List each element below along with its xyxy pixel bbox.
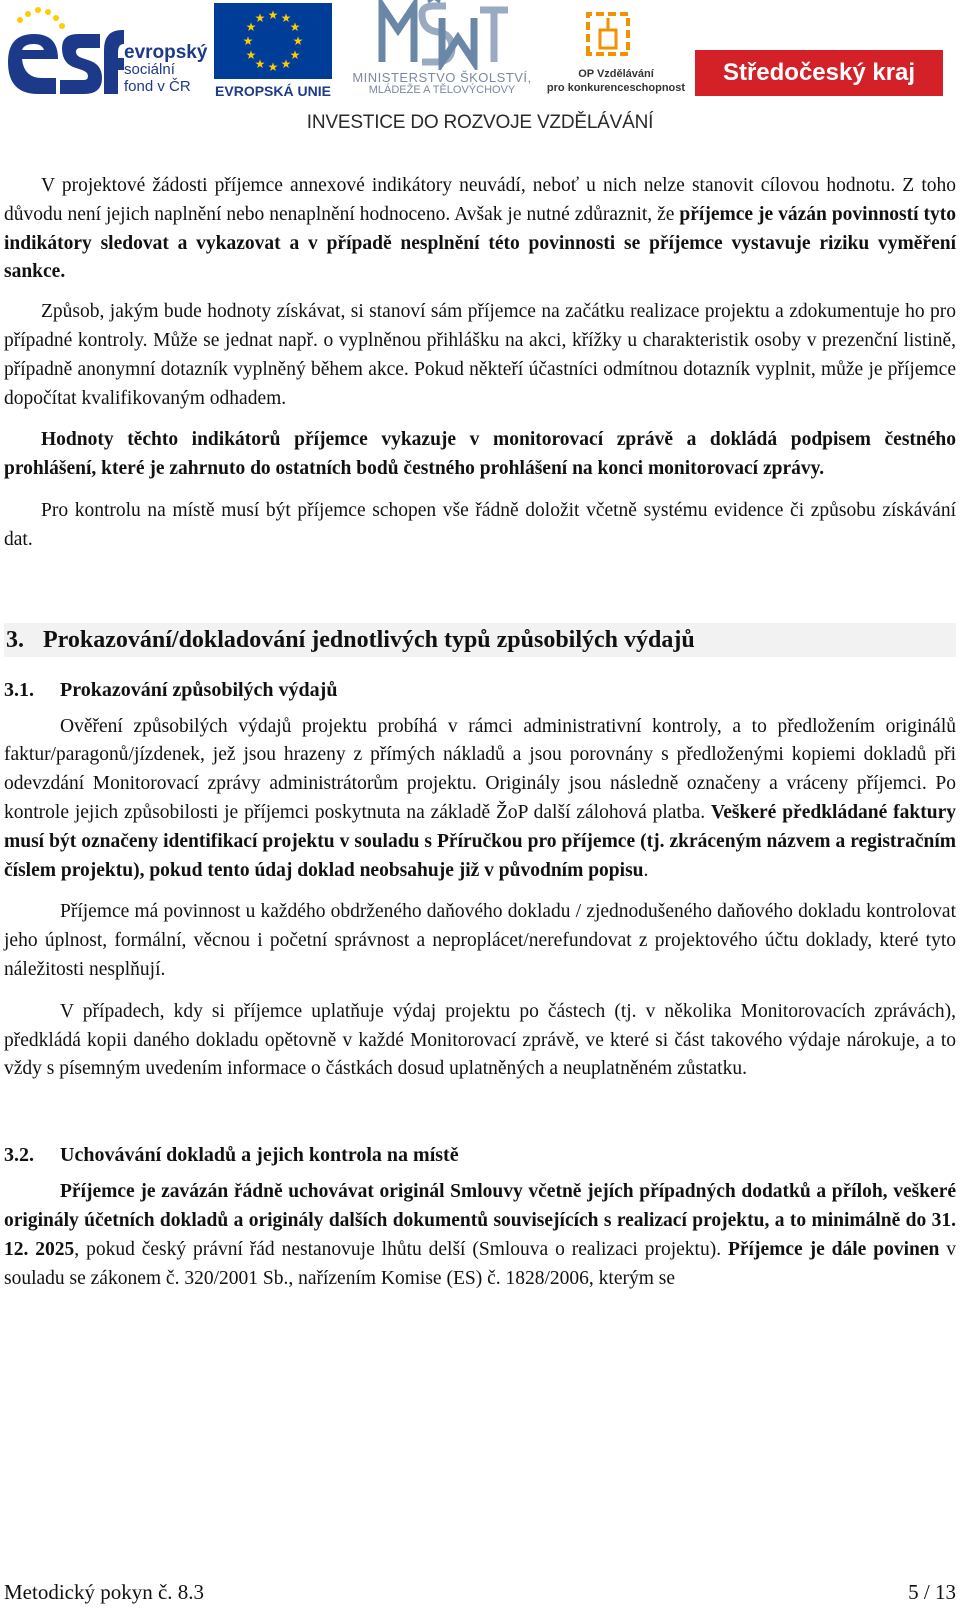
- esf-line2: sociální: [124, 61, 175, 78]
- esf-line1: evropský: [124, 42, 208, 63]
- esf-text: [124, 44, 207, 95]
- paragraph-3-bold: Hodnoty těchto indikátorů příjemce vykazuje v monitorovací zprávě a dokládá podpisem čestného prohlášení, které je zahrnuto do ostatních bodů čestného prohlášení na konci monitorovací zprávy.: [4, 429, 956, 480]
- svg-text:★: ★: [280, 11, 292, 25]
- paragraph-5-end: .: [643, 859, 649, 881]
- kraj-label: Středočeský kraj: [722, 59, 916, 86]
- subsection-number: 3.1.: [4, 678, 34, 701]
- svg-text:★: ★: [267, 60, 279, 74]
- paragraph-5-text: Ověření způsobilých výdajů projektu probíhá v rámci administrativní kontroly, a to předložením originálů faktur/paragonů/jízdenek, jež jsou hrazeny z přímých nákladů a jsou porovnány s předloženými kopiemi dokladů při odevzdání Monitorovací zprávy administrátorům projektu. Originály jsou následně označeny a vráceny příjemci. Po kontrole jejich způsobilosti je příjemci poskytnuta na základě ŽoP další zálohová platba.: [4, 715, 956, 823]
- svg-text:★: ★: [289, 20, 301, 34]
- footer-document-title: Metodický pokyn č. 8.3: [4, 1580, 205, 1604]
- paragraph-8-bold-2: Příjemce je dále povinen: [727, 1238, 940, 1260]
- op-mark-icon: [578, 4, 638, 64]
- header-logos: [0, 0, 960, 140]
- subsection-title: Prokazování způsobilých výdajů: [60, 678, 338, 701]
- paragraph-8-text-2: v souladu se zákonem č. 320/2001 Sb., nařízením Komise (ES) č. 1828/2006, kterým se: [4, 1238, 957, 1289]
- msmt-logo: [342, 0, 542, 100]
- section-number: 3.: [6, 626, 24, 653]
- paragraph-6: Příjemce má povinnost u každého obdrženého daňového dokladu / zjednodušeného daňového dokladu kontrolovat jeho úplnost, formální, věcnou i početní správnost a neproplácet/nerefundovat z projektového účtu doklady, které tyto náležitosti nesplňují.: [4, 901, 956, 980]
- kraj-logo: [695, 50, 943, 96]
- section-heading-3: [4, 623, 956, 657]
- paragraph-2: Způsob, jakým bude hodnoty získávat, si stanoví sám příjemce na začátku realizace projektu a zdokumentuje ho pro případné kontroly. Může se jednat např. o vyplněnou přihlášku na akci, křížky u charakteristik osoby v prezenční listině, případně anonymní dotazník vyplněný během akce. Pokud někteří účastníci odmítnou dotazník vyplnit, může je příjemce dopočítat kvalifikovaným odhadem.: [4, 301, 956, 409]
- msmt-line1: MINISTERSTVO ŠKOLSTVÍ,: [352, 70, 532, 85]
- paragraph-8-text-1: , pokud český právní řád nestanovuje lhůtu delší (Smlouva o realizaci projektu).: [74, 1238, 728, 1260]
- page-number: 5 / 13: [908, 1580, 956, 1604]
- paragraph-8-bold-1: Příjemce je zavázán řádně uchovávat originál Smlouvy včetně jejích případných dodatků a příloh, veškeré originály účetních dokladů a originály dalších dokumentů souvisejících s realizací projektu, a to minimálně do 31. 12. 2025: [4, 1181, 956, 1260]
- paragraph-1-bold: příjemce je vázán povinností tyto indikátory sledovat a vykazovat a v případě nesplnění této povinnosti se příjemce vystavuje riziku vyměření sankce.: [4, 203, 956, 283]
- op-logo: [546, 0, 686, 100]
- eu-label: EVROPSKÁ UNIE: [215, 83, 331, 99]
- subsection-heading-3-1: [4, 675, 956, 705]
- msmt-line2: MLÁDEŽE A TĚLOVÝCHOVY: [368, 84, 516, 96]
- document-body: [4, 172, 956, 1293]
- esf-logo: [4, 4, 208, 96]
- esf-mark-icon: [4, 4, 124, 96]
- paragraph-5-bold: Veškeré předkládané faktury musí být označeny identifikací projektu v souladu s Příručkou pro příjemce (tj. zkráceným názvem a registračním číslem projektu), pokud tento údaj doklad neobsahuje již v původním popisu: [4, 801, 956, 881]
- paragraph-1-text: V projektové žádosti příjemce annexové indikátory neuvádí, neboť u nich nelze stanovit cílovou hodnotu. Z toho důvodu není jejich naplnění nebo nenaplnění hodnoceno. Avšak je nutné zdůraznit, že: [4, 175, 956, 225]
- svg-text:★: ★: [254, 11, 266, 25]
- svg-text:★: ★: [292, 34, 304, 48]
- svg-text:★: ★: [242, 34, 254, 48]
- svg-text:★: ★: [245, 48, 257, 62]
- op-line2: pro konkurenceschopnost: [546, 82, 686, 94]
- paragraph-5: [4, 713, 956, 886]
- subsection-title: Uchovávání dokladů a jejich kontrola na místě: [60, 1144, 459, 1167]
- svg-text:★: ★: [267, 8, 279, 22]
- eu-logo: [214, 3, 334, 98]
- paragraph-4: Pro kontrolu na místě musí být příjemce schopen vše řádně doložit včetně systému evidence či způsobu získávání dat.: [4, 499, 956, 550]
- paragraph-8: [4, 1178, 956, 1293]
- svg-text:★: ★: [289, 48, 301, 62]
- paragraph-1: [4, 172, 956, 287]
- eu-flag-icon: [214, 3, 332, 79]
- paragraph-3: [4, 426, 956, 484]
- msmt-mark-icon: [342, 0, 542, 70]
- subsection-number: 3.2.: [4, 1144, 34, 1167]
- op-line1: OP Vzdělávání: [578, 68, 654, 80]
- svg-text:★: ★: [254, 57, 266, 71]
- paragraph-7: V případech, kdy si příjemce uplatňuje výdaj projektu po částech (tj. v několika Monitorovacích zprávách), předkládá kopii daného dokladu opětovně v každé Monitorovací zprávě, ve které si část takového výdaje nárokuje, a to vždy s písemným uvedením informace o částkách dosud uplatněných a neuplatněném zůstatku.: [4, 1000, 956, 1080]
- svg-text:★: ★: [280, 57, 292, 71]
- tagline: INVESTICE DO ROZVOJE VZDĚLÁVÁNÍ: [306, 112, 654, 133]
- svg-text:★: ★: [245, 20, 257, 34]
- esf-line3: fond v ČR: [124, 78, 191, 95]
- section-title: Prokazování/dokladování jednotlivých typů způsobilých výdajů: [43, 626, 695, 653]
- subsection-heading-3-2: [4, 1140, 956, 1170]
